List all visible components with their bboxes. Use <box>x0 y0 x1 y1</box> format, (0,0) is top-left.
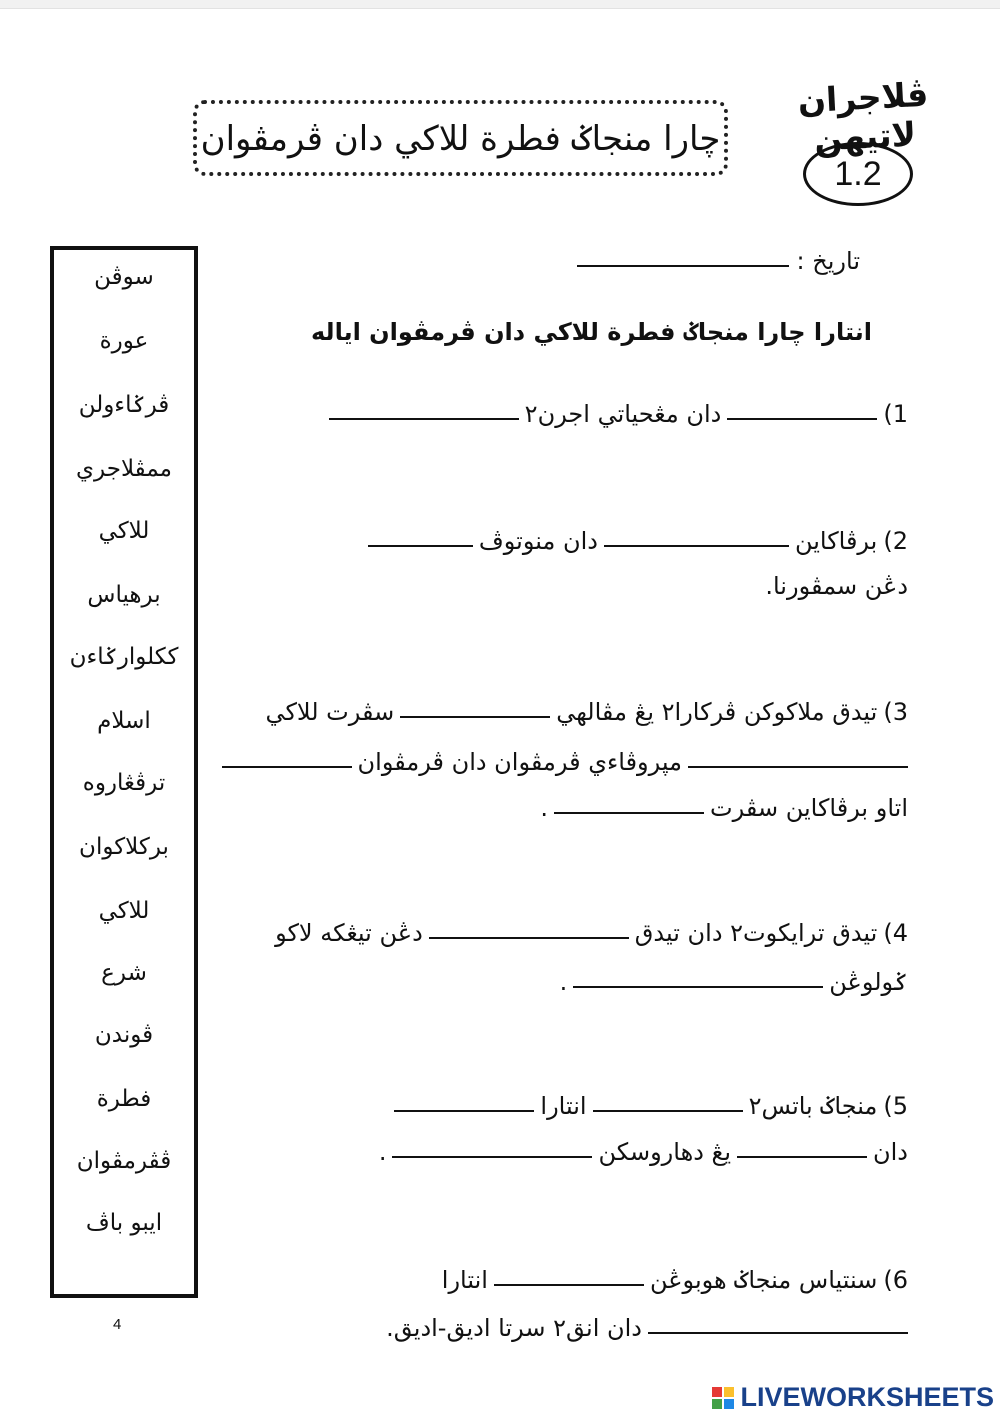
word-bank-item[interactable]: سوڤن <box>94 264 154 290</box>
question-5-line-2 <box>379 1126 908 1166</box>
word-bank-item[interactable]: للاکي <box>98 898 150 924</box>
answer-blank[interactable] <box>494 1283 644 1286</box>
question-4-text-c: ݢولوڠن <box>829 968 908 996</box>
question-5-number: 5) <box>883 1092 908 1120</box>
question-6-text-b: انتارا <box>441 1266 488 1294</box>
answer-blank[interactable] <box>222 765 352 768</box>
question-3-text-c: مپروڤاءي ڤرمڤوان دان ڤرمڤوان <box>357 748 682 776</box>
instruction-text: انتارا چارا منجاݢ فطرة للاکي دان ڤرمڤوان اياله <box>311 318 872 346</box>
word-bank-item[interactable]: ڤڤرمڤوان <box>76 1148 172 1174</box>
liveworksheets-logo-icon <box>712 1387 734 1409</box>
word-bank-item[interactable]: ايبو باڤ <box>85 1210 163 1236</box>
word-bank-item[interactable]: ڤرݢاءولن <box>78 392 170 418</box>
lesson-number: 1.2 <box>834 154 882 193</box>
question-1-number: 1) <box>883 400 908 428</box>
page-number: 4 <box>113 1316 122 1333</box>
answer-blank[interactable] <box>727 417 877 420</box>
word-bank-item[interactable]: برکلاکوان <box>79 834 169 860</box>
word-bank-item[interactable]: عورة <box>99 328 149 354</box>
question-5-text-b: انتارا <box>540 1092 587 1120</box>
question-3-text-a: تيدق ملاکوکن ڤرکارا٢ يڠ مڤالهي <box>556 698 878 726</box>
answer-blank[interactable] <box>737 1155 867 1158</box>
question-4-text-a: تيدق ترايکوت٢ دان تيدق <box>634 919 878 947</box>
word-bank-item[interactable]: ترڤڠاروه <box>82 770 166 796</box>
answer-blank[interactable] <box>368 544 473 547</box>
answer-blank[interactable] <box>688 765 908 768</box>
answer-blank[interactable] <box>593 1109 743 1112</box>
answer-blank[interactable] <box>394 1109 534 1112</box>
answer-blank[interactable] <box>429 936 629 939</box>
question-6-text-c: دان انق٢ سرتا اديق-اديق. <box>386 1314 642 1342</box>
logo-square-red <box>712 1387 722 1397</box>
logo-square-yellow <box>724 1387 734 1397</box>
question-2-number: 2) <box>883 527 908 555</box>
question-5-line-1 <box>394 1080 908 1120</box>
word-bank-item[interactable]: ممڤلاجري <box>76 456 172 482</box>
answer-blank[interactable] <box>400 715 550 718</box>
question-1-text: دان مڠحياتي اجرن٢ <box>524 400 722 428</box>
question-3-period: . <box>540 794 548 822</box>
answer-blank[interactable] <box>604 544 789 547</box>
question-2-text-b: دان منوتوڤ <box>478 527 598 555</box>
question-6-line-2 <box>386 1302 908 1342</box>
question-5-period: . <box>378 1138 387 1166</box>
question-5-text-c: دان <box>873 1138 908 1166</box>
question-3-line-1 <box>265 686 908 726</box>
answer-blank[interactable] <box>573 985 823 988</box>
date-blank[interactable] <box>577 264 789 267</box>
question-5-text-a: منجاݢ باتس٢ <box>748 1092 878 1120</box>
top-edge <box>0 0 1000 9</box>
question-3-text-d: اتاو برڤاکاين سڤرت <box>710 794 908 822</box>
question-3-number: 3) <box>883 698 908 726</box>
word-bank-item[interactable]: ککلوارݢاءن <box>69 644 179 670</box>
word-bank-item[interactable]: فطرة <box>96 1086 152 1112</box>
word-bank-item[interactable]: شرع <box>101 960 147 986</box>
logo-square-blue <box>724 1399 734 1409</box>
question-2-line-2 <box>765 560 908 600</box>
question-4-line-2 <box>560 956 908 996</box>
question-3-text-b: سڤرت للاکي <box>265 698 395 726</box>
date-label: تاريخ : <box>796 247 860 275</box>
worksheet-title-box <box>193 100 728 176</box>
question-2-line-1 <box>368 515 908 555</box>
question-2-text-c: دڠن سمڤورنا. <box>765 572 908 600</box>
word-bank-item[interactable]: للاکي <box>98 518 150 544</box>
question-6-text-a: سنتياس منجاݢ هوبوڠن <box>649 1266 878 1294</box>
question-4-period: . <box>559 968 568 996</box>
answer-blank[interactable] <box>329 417 519 420</box>
question-6-number: 6) <box>883 1266 908 1294</box>
brand-name: LIVEWORKSHEETS <box>740 1382 994 1412</box>
answer-blank[interactable] <box>648 1331 908 1334</box>
question-3-line-2 <box>222 736 908 776</box>
worksheet-title: چارا منجاݢ فطرة للاکي دان ڤرمڤوان <box>200 118 721 159</box>
word-bank-item[interactable]: اسلام <box>97 708 151 734</box>
answer-blank[interactable] <box>392 1155 592 1158</box>
answer-blank[interactable] <box>554 811 704 814</box>
question-4-line-1 <box>275 907 908 947</box>
lesson-number-badge <box>803 142 913 206</box>
question-6-line-1 <box>442 1254 908 1294</box>
question-2-text-a: برڤاکاين <box>794 527 878 555</box>
word-bank-item[interactable]: برهياس <box>87 582 161 608</box>
question-1-line-1 <box>329 388 908 428</box>
question-4-text-b: دڠن تيڠکه لاکو <box>275 919 423 947</box>
liveworksheets-brand[interactable] <box>712 1382 994 1413</box>
question-3-line-3 <box>540 782 908 822</box>
question-5-text-d: يڠ دهاروسکن <box>598 1138 732 1166</box>
word-bank <box>50 246 198 1298</box>
word-bank-item[interactable]: ڤوندن <box>94 1022 154 1048</box>
logo-square-green <box>712 1399 722 1409</box>
date-row <box>577 247 860 275</box>
exercise-header: ڤلاجران لاتيهن <box>796 74 930 159</box>
question-4-number: 4) <box>883 919 908 947</box>
